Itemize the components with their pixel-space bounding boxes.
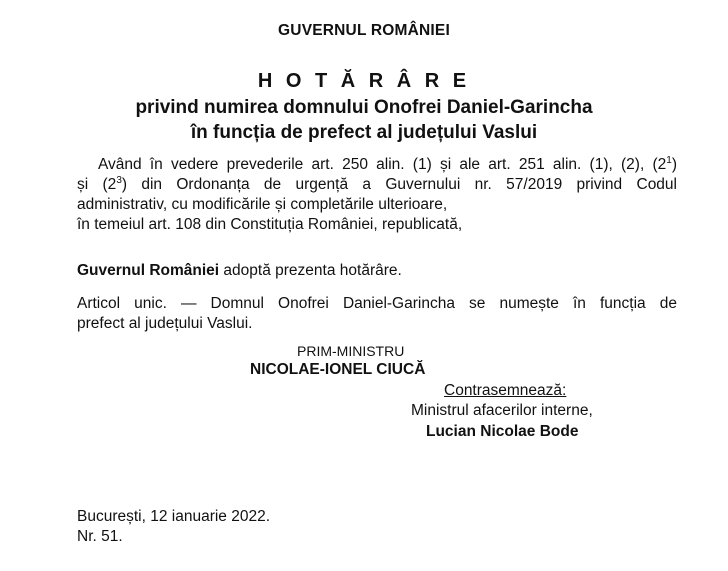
preamble-line-1: Având în vedere prevederile art. 250 alin. (1) și ale art. 251 alin. (1), (2), $(2^1)$ — [98, 154, 677, 173]
article-line-1: Articol unic. — Domnul Onofrei Daniel-Garincha se numește în funcția de — [77, 295, 677, 312]
minister-name: Lucian Nicolae Bode — [426, 423, 579, 440]
preamble-paragraph — [77, 155, 677, 235]
minister-role: Ministrul afacerilor interne, — [411, 402, 593, 419]
prime-minister-name: NICOLAE-IONEL CIUCĂ — [250, 361, 426, 378]
preamble-line-2: și $(2^3)$ din Ordonanța de urgență a Guvernului nr. 57/2019 privind Codul — [77, 174, 677, 193]
article-line-2: prefect al județului Vaslui. — [77, 315, 253, 332]
adoption-paragraph — [77, 261, 677, 281]
prime-minister-role: PRIM-MINISTRU — [297, 343, 405, 359]
issuer-heading: GUVERNUL ROMÂNIEI — [278, 22, 450, 39]
adoption-text: adoptă prezenta hotărâre. — [219, 262, 402, 279]
preamble-line-3: administrativ, cu modificările și completările ulterioare, — [77, 196, 448, 213]
place-and-date: București, 12 ianuarie 2022. — [77, 508, 271, 525]
subtitle-line-1: privind numirea domnului Onofrei Daniel-Garincha — [135, 97, 593, 118]
adoption-subject: Guvernul României — [77, 262, 220, 279]
decision-number: Nr. 51. — [77, 528, 123, 545]
countersign-label: Contrasemnează: — [444, 382, 567, 399]
subtitle-line-2: în funcția de prefect al județului Vaslui — [190, 122, 538, 143]
document-title: H O T Ă R Â R E — [257, 70, 471, 92]
preamble-line-4: în temeiul art. 108 din Constituția României, republicată, — [77, 216, 463, 233]
article-paragraph — [77, 294, 677, 334]
